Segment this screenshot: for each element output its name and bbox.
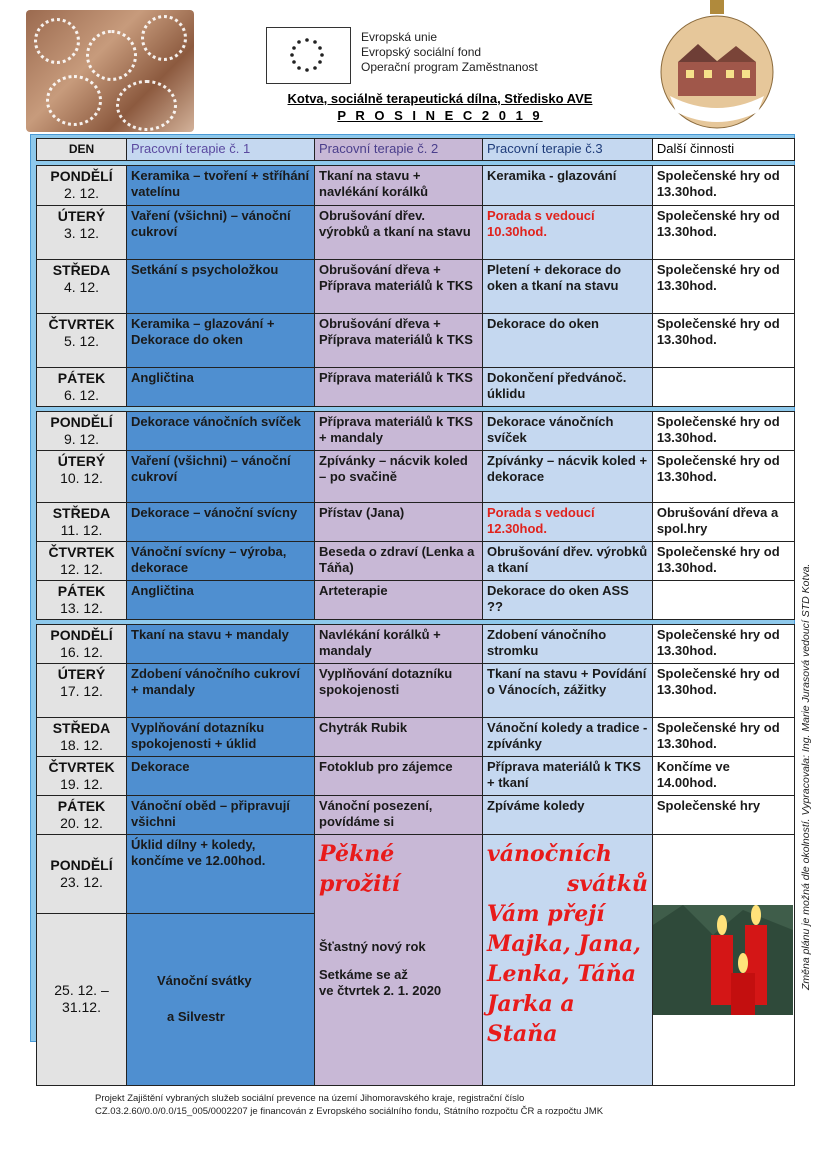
day-name: STŘEDA (52, 505, 111, 521)
day-name: ÚTERÝ (57, 208, 106, 224)
t3-cell: Zdobení vánočního stromku (483, 625, 653, 664)
other-cell: Společenské hry od 13.30hod. (652, 451, 794, 503)
day-date: 18. 12. (60, 737, 103, 753)
t3-cell: Dekorace do oken ASS ?? (483, 581, 653, 620)
table-row (37, 260, 795, 314)
day-name: PONDĚLÍ (50, 414, 113, 430)
t3-cell: Porada s vedoucí 12.30hod. (483, 503, 653, 542)
t1-cell: Vyplňování dotazníku spokojenosti + úklid (127, 718, 315, 757)
t1-cell: Úklid dílny + koledy, končíme ve 12.00hod. (127, 835, 315, 914)
day-name: ÚTERÝ (57, 666, 106, 682)
other-cell: Společenské hry od 13.30hod. (652, 260, 794, 314)
day-name: STŘEDA (52, 262, 111, 278)
day-cell (37, 314, 127, 368)
day-cell (37, 451, 127, 503)
day-name: PÁTEK (57, 583, 106, 599)
day-name: PONDĚLÍ (50, 856, 113, 873)
t1-cell: Vaření (všichni) – vánoční cukroví (127, 206, 315, 260)
day-cell (37, 503, 127, 542)
t2-cell: Fotoklub pro zájemce (315, 757, 483, 796)
day-cell (37, 625, 127, 664)
t1-cell: Vaření (všichni) – vánoční cukroví (127, 451, 315, 503)
eu-flag-icon (272, 32, 342, 77)
side-note-text: Změna plánu je možná dle okolností. Vypracovala: Ing. Marie Jurasová vedoucí STD Kotva. (800, 563, 812, 990)
t3-cell: Vánoční koledy a tradice - zpívánky (483, 718, 653, 757)
day-date: 16. 12. (60, 644, 103, 660)
t2-cell: Obrušování dřeva + Příprava materiálů k TKS (315, 260, 483, 314)
greeting-text: Jarka a Staňa (487, 991, 575, 1047)
t1-cell: Vánoční svícny – výroba, dekorace (127, 542, 315, 581)
day-cell (37, 542, 127, 581)
table-row (37, 835, 795, 914)
schedule-table (36, 138, 795, 1086)
table-row (37, 206, 795, 260)
title-line: Kotva, sociálně terapeutická dílna, Středisko AVE (287, 91, 593, 106)
other-cell: Společenské hry od 13.30hod. (652, 625, 794, 664)
day-date: 12. 12. (60, 561, 103, 577)
t2-cell: Zpívánky – nácvik koled – po svačině (315, 451, 483, 503)
other-cell: Společenské hry od 13.30hod. (652, 206, 794, 260)
header-t1: Pracovní terapie č. 1 (127, 139, 315, 161)
greeting-text: Vám přejí (487, 901, 605, 927)
t1-cell: Dekorace (127, 757, 315, 796)
table-row (37, 542, 795, 581)
day-name: ČTVRTEK (48, 759, 115, 775)
day-date: 3. 12. (63, 225, 100, 241)
other-cell: Společenské hry od 13.30hod. (652, 542, 794, 581)
t3-cell: Zpíváme koledy (483, 796, 653, 835)
footer-line: CZ.03.2.60/0.0/0.0/15_005/0002207 je financován z Evropského sociálního fondu, Státního rozpočtu ČR a rozpočtu JMK (95, 1106, 604, 1117)
t3-cell: Dekorace do oken (483, 314, 653, 368)
other-cell: Společenské hry od 13.30hod. (652, 664, 794, 718)
t1-cell: Angličtina (127, 368, 315, 407)
t2-cell: Chytrák Rubik (315, 718, 483, 757)
t3-cell: Pletení + dekorace do oken a tkaní na stavu (483, 260, 653, 314)
t2-cell: Vánoční posezení, povídáme si (315, 796, 483, 835)
header-t2: Pracovní terapie č. 2 (315, 139, 483, 161)
table-row (37, 757, 795, 796)
day-date: 9. 12. (63, 431, 100, 447)
day-date: 4. 12. (63, 279, 100, 295)
t2-cell: Obrušování dřev. výrobků a tkaní na stavu (315, 206, 483, 260)
table-row (37, 796, 795, 835)
side-note (800, 350, 820, 990)
meet-text: Setkáme se až (319, 967, 408, 982)
day-name: PONDĚLÍ (50, 627, 113, 643)
t3-cell: Dokončení předvánoč. úklidu (483, 368, 653, 407)
t3-cell: Dekorace vánočních svíček (483, 412, 653, 451)
table-row (37, 625, 795, 664)
table-row (37, 581, 795, 620)
day-cell (37, 796, 127, 835)
t2-cell: Beseda o zdraví (Lenka a Táňa) (315, 542, 483, 581)
day-date: 13. 12. (60, 600, 103, 616)
greeting-text: Lenka, Táňa (487, 961, 637, 987)
day-cell (37, 835, 127, 914)
t1-cell: Keramika – tvoření + stříhání vatelínu (127, 166, 315, 206)
table-row (37, 412, 795, 451)
table-row (37, 314, 795, 368)
t2-cell: Vyplňování dotazníku spokojenosti (315, 664, 483, 718)
t3-cell: Obrušování dřev. výrobků a tkaní (483, 542, 653, 581)
day-cell (37, 412, 127, 451)
other-cell: Společenské hry od 13.30hod. (652, 314, 794, 368)
day-name: ČTVRTEK (48, 544, 115, 560)
newyear-text: Šťastný nový rok (319, 939, 426, 954)
footer (95, 1092, 603, 1118)
day-date: 23. 12. (60, 873, 103, 890)
table-row (37, 664, 795, 718)
t1-cell: Setkání s psycholožkou (127, 260, 315, 314)
other-cell: Končíme ve 14.00hod. (652, 757, 794, 796)
t2-cell: Příprava materiálů k TKS + mandaly (315, 412, 483, 451)
day-name: PÁTEK (57, 370, 106, 386)
day-name: PONDĚLÍ (50, 168, 113, 184)
day-name: ÚTERÝ (57, 453, 106, 469)
table-row (37, 451, 795, 503)
t1-cell: Keramika – glazování + Dekorace do oken (127, 314, 315, 368)
meet-text: ve čtvrtek 2. 1. 2020 (319, 983, 442, 998)
candles-icon (653, 895, 793, 1085)
holiday-text: Vánoční svátky (157, 973, 252, 989)
table-row (37, 503, 795, 542)
day-name: PÁTEK (57, 798, 106, 814)
day-date: 2. 12. (63, 185, 100, 201)
day-cell (37, 206, 127, 260)
other-cell: Společenské hry od 13.30hod. (652, 166, 794, 206)
greeting-text: svátků (567, 871, 648, 897)
t3-cell: Příprava materiálů k TKS + tkaní (483, 757, 653, 796)
eu-line: Evropský sociální fond (361, 45, 482, 59)
candles-cell (652, 835, 794, 1086)
t2-cell: Arteterapie (315, 581, 483, 620)
table-row (37, 368, 795, 407)
t3-cell: Zpívánky – nácvik koled + dekorace (483, 451, 653, 503)
other-cell (652, 368, 794, 407)
header-t3: Pracovní terapie č.3 (483, 139, 653, 161)
other-cell: Společenské hry od 13.30hod. (652, 412, 794, 451)
t2-cell: Přístav (Jana) (315, 503, 483, 542)
eu-text (361, 30, 538, 75)
greeting-text: Majka, Jana, (487, 931, 641, 957)
day-name: STŘEDA (52, 720, 111, 736)
day-date: 19. 12. (60, 776, 103, 792)
other-cell: Společenské hry od 13.30hod. (652, 718, 794, 757)
day-cell (37, 718, 127, 757)
holiday-text: a Silvestr (167, 1009, 225, 1025)
other-cell (652, 581, 794, 620)
other-cell: Obrušování dřeva a spol.hry (652, 503, 794, 542)
table-header-row (37, 139, 795, 161)
day-name: ČTVRTEK (48, 316, 115, 332)
day-cell (37, 664, 127, 718)
gingerbread-photo (26, 10, 194, 132)
t1-cell: Dekorace – vánoční svícny (127, 503, 315, 542)
day-date: 11. 12. (60, 522, 103, 538)
eu-line: Operační program Zaměstnanost (361, 60, 538, 74)
t3-cell: Porada s vedoucí 10.30hod. (483, 206, 653, 260)
t2-cell: Navlékání korálků + mandaly (315, 625, 483, 664)
day-cell (37, 757, 127, 796)
day-cell (37, 581, 127, 620)
day-date: 6. 12. (63, 387, 100, 403)
day-date: 5. 12. (63, 333, 100, 349)
day-cell (37, 260, 127, 314)
t1-cell: Angličtina (127, 581, 315, 620)
day-date: 17. 12. (60, 683, 103, 699)
greeting-text: vánočních (487, 841, 612, 867)
t2-cell: Příprava materiálů k TKS (315, 368, 483, 407)
t1-cell: Vánoční oběd – připravují všichni (127, 796, 315, 835)
table-row (37, 166, 795, 206)
day-cell (37, 166, 127, 206)
header-day: DEN (37, 139, 127, 161)
t2-cell: Tkaní na stavu + navlékání korálků (315, 166, 483, 206)
eu-line: Evropská unie (361, 30, 438, 44)
t1-cell: Zdobení vánočního cukroví + mandaly (127, 664, 315, 718)
header-other: Další činnosti (652, 139, 794, 161)
month-line: P R O S I N E C 2 0 1 9 (337, 108, 543, 123)
greeting-cell (483, 835, 653, 1086)
day-date: 20. 12. (60, 815, 103, 831)
t1-cell: Dekorace vánočních svíček (127, 412, 315, 451)
range-cell: 25. 12. – 31.12. (37, 913, 127, 1085)
page-title (200, 90, 680, 124)
t3-cell: Tkaní na stavu + Povídání o Vánocích, zážitky (483, 664, 653, 718)
table-row (37, 718, 795, 757)
day-date: 10. 12. (60, 470, 103, 486)
t1-cell: Tkaní na stavu + mandaly (127, 625, 315, 664)
day-cell (37, 368, 127, 407)
t2-cell: Obrušování dřeva + Příprava materiálů k TKS (315, 314, 483, 368)
footer-line: Projekt Zajištění vybraných služeb sociální prevence na území Jihomoravského kraje, registrační číslo (95, 1093, 525, 1104)
other-cell: Společenské hry (652, 796, 794, 835)
holiday-center-cell (315, 835, 483, 1086)
t3-cell: Keramika - glazování (483, 166, 653, 206)
greeting-text: Pěkné prožití (319, 841, 401, 897)
holiday-cell (127, 913, 315, 1085)
